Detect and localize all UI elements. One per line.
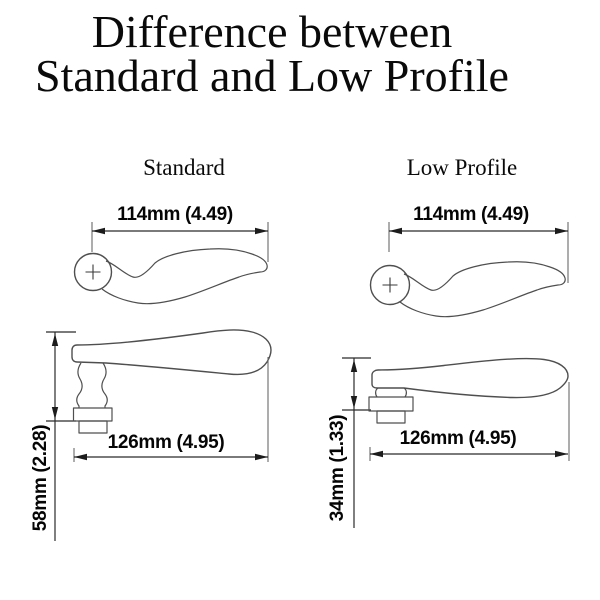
standard-top-view xyxy=(75,222,269,304)
neck-outline xyxy=(77,363,82,408)
page-title-line2: Standard and Low Profile xyxy=(35,50,509,101)
center-mark-icon xyxy=(86,265,101,280)
lever-outline xyxy=(372,359,568,398)
dimension-label-low-profile-height: 34mm (1.33) xyxy=(327,414,348,522)
column-label-low-profile: Low Profile xyxy=(406,155,518,180)
arrowhead-icon xyxy=(255,228,268,234)
arrowhead-icon xyxy=(52,334,58,347)
arrowhead-icon xyxy=(351,396,357,409)
arrowhead-icon xyxy=(351,360,357,373)
arrowhead-icon xyxy=(92,228,105,234)
lever-outline xyxy=(102,249,267,304)
spindle-base-outline xyxy=(377,411,405,423)
dimension-label-low-profile-side-length: 126mm (4.95) xyxy=(399,428,517,449)
collar-outline xyxy=(74,408,113,421)
collar-outline xyxy=(369,397,413,411)
dimension-label-standard-top-width: 114mm (4.49) xyxy=(117,204,233,225)
arrowhead-icon xyxy=(389,228,402,234)
page-title-line1: Difference between xyxy=(91,6,453,57)
arrowhead-icon xyxy=(555,228,568,234)
arrowhead-icon xyxy=(255,454,268,460)
arrowhead-icon xyxy=(555,451,568,457)
column-label-standard: Standard xyxy=(143,155,225,180)
arrowhead-icon xyxy=(74,454,87,460)
neck-outline xyxy=(404,388,406,397)
lever-outline xyxy=(72,330,271,374)
low-profile-top-view xyxy=(371,222,569,317)
dimension-label-low-profile-top-width: 114mm (4.49) xyxy=(413,204,529,225)
arrowhead-icon xyxy=(52,407,58,420)
lever-outline xyxy=(400,262,565,317)
arrowhead-icon xyxy=(370,451,383,457)
center-mark-icon xyxy=(383,278,398,293)
neck-outline xyxy=(102,363,107,408)
dimension-label-standard-side-length: 126mm (4.95) xyxy=(107,432,225,453)
dimension-label-standard-height: 58mm (2.28) xyxy=(30,424,51,532)
neck-outline xyxy=(376,388,378,397)
